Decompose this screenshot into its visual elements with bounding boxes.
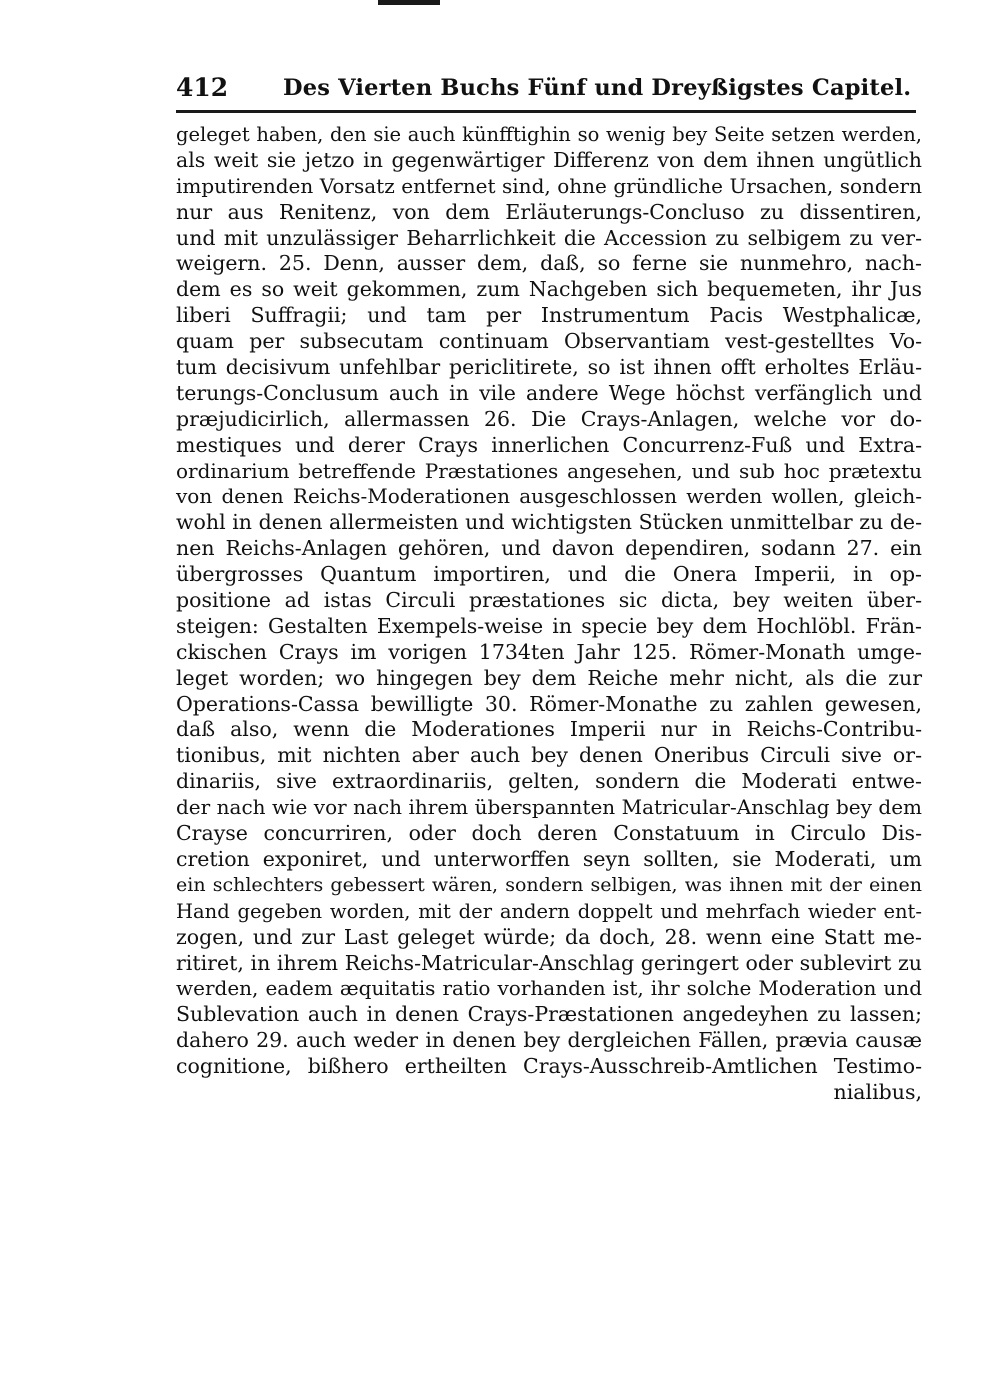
text-line: Hand gegeben worden, mit der andern doppelt und mehrfach wieder ent- (176, 899, 922, 923)
text-line: nialibus, (833, 1079, 922, 1104)
text-line: werden, eadem æquitatis ratio vorhanden ist, ihr solche Moderation und (176, 976, 922, 1001)
text-line: terungs-Conclusum auch in vile andere Wege höchst verfänglich und (176, 380, 922, 405)
text-line: nen Reichs-Anlagen gehören, und davon dependiren, sodann 27. ein (176, 536, 922, 561)
text-line: von denen Reichs-Moderationen ausgeschlossen werden wollen, gleich- (176, 484, 922, 509)
text-line: steigen: Gestalten Exempels-weise in specie bey dem Hochlöbl. Frän- (176, 613, 922, 638)
text-line: Crayse concurriren, oder doch deren Constatuum in Circulo Dis- (176, 821, 922, 846)
page-number: 412 (176, 73, 229, 102)
text-line: leget worden; wo hingegen bey dem Reiche mehr nicht, als die zur (176, 665, 922, 690)
text-line: imputirenden Vorsatz entfernet sind, ohne gründliche Ursachen, sondern (176, 173, 922, 198)
text-line: ritiret, in ihrem Reichs-Matricular-Anschlag geringert oder sublevirt zu (176, 950, 922, 975)
text-line: ordinarium betreffende Præstationes angesehen, und sub hoc prætextu (176, 458, 922, 483)
text-line: mestiques und derer Crays innerlichen Concurrenz-Fuß und Extra- (176, 432, 922, 457)
text-line: nur aus Renitenz, von dem Erläuterungs-Concluso zu dissentiren, (176, 199, 922, 224)
text-line: zogen, und zur Last geleget würde; da doch, 28. wenn eine Statt me- (176, 924, 922, 949)
text-line: als weit sie jetzo in gegenwärtiger Differenz von dem ihnen ungütlich (176, 147, 922, 172)
text-line: Sublevation auch in denen Crays-Præstationen angedeyhen zu lassen; (176, 1002, 922, 1027)
text-line: und mit unzulässiger Beharrlichkeit die Accession zu selbigem zu ver- (176, 225, 922, 250)
top-edge-mark (378, 0, 440, 5)
text-line: daß also, wenn die Moderationes Imperii nur in Reichs-Contribu- (176, 717, 922, 742)
text-line: geleget haben, den sie auch künfftighin so wenig bey Seite setzen werden, (176, 123, 922, 146)
text-line: dem es so weit gekommen, zum Nachgeben sich bequemeten, ihr Jus (176, 277, 922, 302)
body-text (176, 122, 922, 1106)
text-line: quam per subsecutam continuam Observantiam vest-gestelltes Vo- (176, 329, 922, 354)
text-line: dinariis, sive extraordinariis, gelten, sondern die Moderati entwe- (176, 769, 922, 794)
text-line: cretion exponiret, und unterworffen seyn sollten, sie Moderati, um (176, 846, 922, 871)
text-line: tum decisivum unfehlbar periclitirete, so ist ihnen offt erholtes Erläu- (176, 355, 922, 380)
text-line: übergrosses Quantum importiren, und die Onera Imperii, in op- (176, 562, 922, 587)
text-line: der nach wie vor nach ihrem überspannten Matricular-Anschlag bey dem (176, 795, 922, 820)
text-line: weigern. 25. Denn, ausser dem, daß, so ferne sie nunmehro, nach- (176, 251, 922, 276)
text-line: ein schlechters gebessert wären, sondern selbigen, was ihnen mit der einen (176, 873, 922, 896)
text-line: ckischen Crays im vorigen 1734ten Jahr 125. Römer-Monath umge- (176, 639, 922, 664)
text-line: liberi Suffragii; und tam per Instrumentum Pacis Westphalicæ, (176, 303, 922, 328)
text-line: positione ad istas Circuli præstationes sic dicta, bey weiten über- (176, 588, 922, 613)
text-line: præjudicirlich, allermassen 26. Die Crays-Anlagen, welche vor do- (176, 406, 922, 431)
text-line: tionibus, mit nichten aber auch bey denen Oneribus Circuli sive or- (176, 743, 922, 768)
text-line: wohl in denen allermeisten und wichtigsten Stücken unmittelbar zu de- (176, 510, 922, 535)
header-rule (176, 110, 916, 113)
text-line: Operations-Cassa bewilligte 30. Römer-Monathe zu zahlen gewesen, (176, 691, 922, 716)
running-head-title: Des Vierten Buchs Fünf und Dreyßigstes Capitel. (283, 75, 912, 101)
text-line: dahero 29. auch weder in denen bey dergleichen Fällen, prævia causæ (176, 1028, 922, 1053)
text-line: cognitione, bißhero ertheilten Crays-Ausschreib-Amtlichen Testimo- (176, 1054, 922, 1079)
running-head (176, 70, 916, 110)
